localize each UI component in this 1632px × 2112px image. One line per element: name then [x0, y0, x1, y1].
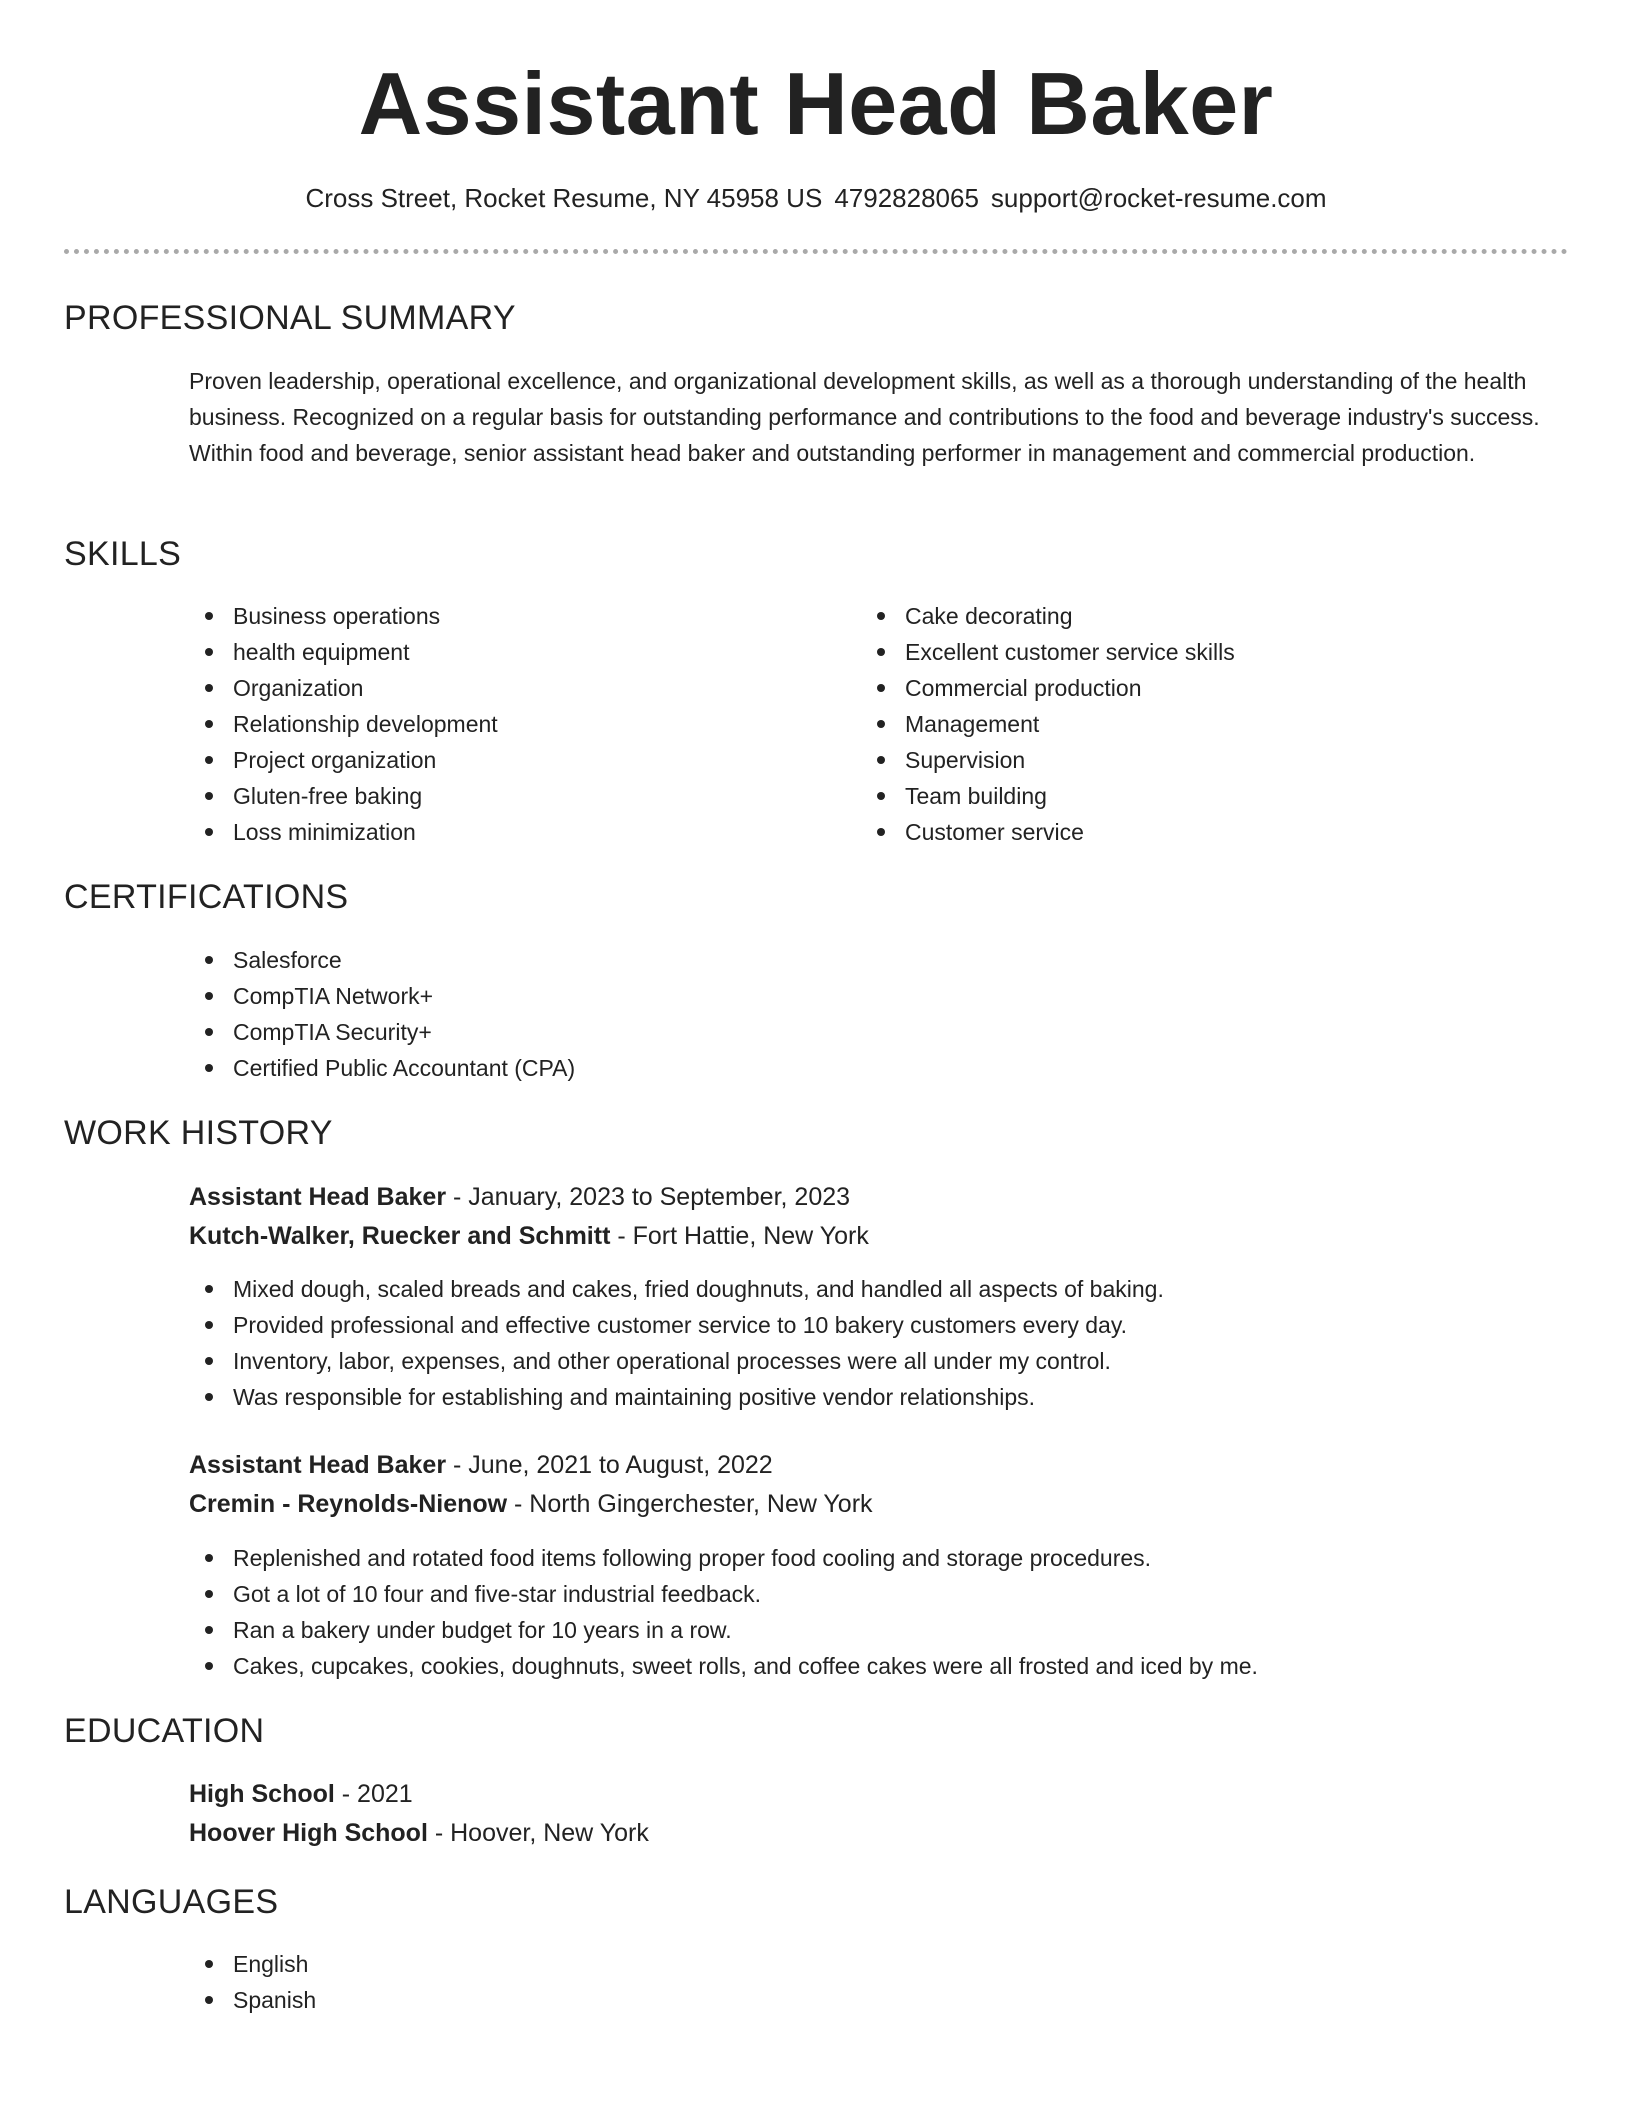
job-role: Assistant Head Baker	[189, 1183, 447, 1211]
contact-address: Cross Street, Rocket Resume, NY 45958 US	[305, 183, 823, 213]
list-item: Got a lot of 10 four and five-star industrial feedback.	[189, 1576, 1258, 1612]
list-item: CompTIA Security+	[189, 1014, 575, 1050]
list-item: Supervision	[861, 742, 1235, 778]
job-role: Assistant Head Baker	[189, 1451, 447, 1479]
certifications-heading: CERTIFICATIONS	[64, 878, 349, 916]
list-item: Ran a bakery under budget for 10 years in a row.	[189, 1612, 1258, 1648]
list-item: Management	[861, 706, 1235, 742]
job-company: Kutch-Walker, Ruecker and Schmitt	[189, 1222, 611, 1250]
job-bullets	[189, 1540, 1258, 1684]
skills-list-right	[861, 598, 1235, 850]
job-title-line	[189, 1179, 850, 1215]
list-item: Mixed dough, scaled breads and cakes, fried doughnuts, and handled all aspects of baking.	[189, 1271, 1164, 1307]
list-item: Excellent customer service skills	[861, 634, 1235, 670]
education-year: - 2021	[334, 1780, 413, 1808]
education-location: - Hoover, New York	[427, 1819, 649, 1847]
job-company-line	[189, 1486, 873, 1522]
list-item: Team building	[861, 778, 1235, 814]
list-item: Commercial production	[861, 670, 1235, 706]
job-company: Cremin - Reynolds-Nienow	[189, 1490, 508, 1518]
contact-line	[64, 180, 1568, 216]
list-item: Certified Public Accountant (CPA)	[189, 1050, 575, 1086]
summary-heading: PROFESSIONAL SUMMARY	[64, 299, 516, 337]
list-item: Project organization	[189, 742, 498, 778]
education-degree-line	[189, 1776, 413, 1812]
education-school: Hoover High School	[189, 1819, 428, 1847]
list-item: health equipment	[189, 634, 498, 670]
contact-phone: 4792828065	[834, 183, 979, 213]
job-location: - Fort Hattie, New York	[610, 1222, 869, 1250]
education-school-line	[189, 1815, 649, 1851]
list-item: Loss minimization	[189, 814, 498, 850]
job-company-line	[189, 1218, 869, 1254]
list-item: Provided professional and effective customer service to 10 bakery customers every day.	[189, 1307, 1164, 1343]
skills-list-left	[189, 598, 498, 850]
header-divider	[64, 249, 1568, 254]
list-item: Gluten-free baking	[189, 778, 498, 814]
summary-text: Proven leadership, operational excellence, and organizational development skills, as well as a thorough understanding of the health business. Recognized on a regular basis for outstanding performance and contributions to the food and beverage industry's success. Within food and beverage, senior assistant head baker and outstanding performer in management and commercial production.	[189, 368, 1540, 466]
list-item: Organization	[189, 670, 498, 706]
job-title-line	[189, 1447, 773, 1483]
skills-heading: SKILLS	[64, 535, 182, 573]
education-degree: High School	[189, 1780, 335, 1808]
list-item: Replenished and rotated food items following proper food cooling and storage procedures.	[189, 1540, 1258, 1576]
list-item: Salesforce	[189, 942, 575, 978]
list-item: Cakes, cupcakes, cookies, doughnuts, sweet rolls, and coffee cakes were all frosted and iced by me.	[189, 1648, 1258, 1684]
certifications-list	[189, 942, 575, 1086]
job-dates: - January, 2023 to September, 2023	[446, 1183, 851, 1211]
education-heading: EDUCATION	[64, 1712, 265, 1750]
list-item: Business operations	[189, 598, 498, 634]
list-item: Relationship development	[189, 706, 498, 742]
list-item: CompTIA Network+	[189, 978, 575, 1014]
work-history-heading: WORK HISTORY	[64, 1114, 333, 1152]
job-location: - North Gingerchester, New York	[507, 1490, 873, 1518]
list-item: Customer service	[861, 814, 1235, 850]
job-dates: - June, 2021 to August, 2022	[446, 1451, 773, 1479]
list-item: Was responsible for establishing and maintaining positive vendor relationships.	[189, 1379, 1164, 1415]
resume-name: Assistant Head Baker	[358, 54, 1274, 153]
list-item: Inventory, labor, expenses, and other operational processes were all under my control.	[189, 1343, 1164, 1379]
list-item: Spanish	[189, 1982, 316, 2018]
job-bullets	[189, 1271, 1164, 1415]
languages-heading: LANGUAGES	[64, 1883, 279, 1921]
list-item: Cake decorating	[861, 598, 1235, 634]
contact-email: support@rocket-resume.com	[990, 183, 1327, 213]
list-item: English	[189, 1946, 316, 1982]
languages-list	[189, 1946, 316, 2018]
